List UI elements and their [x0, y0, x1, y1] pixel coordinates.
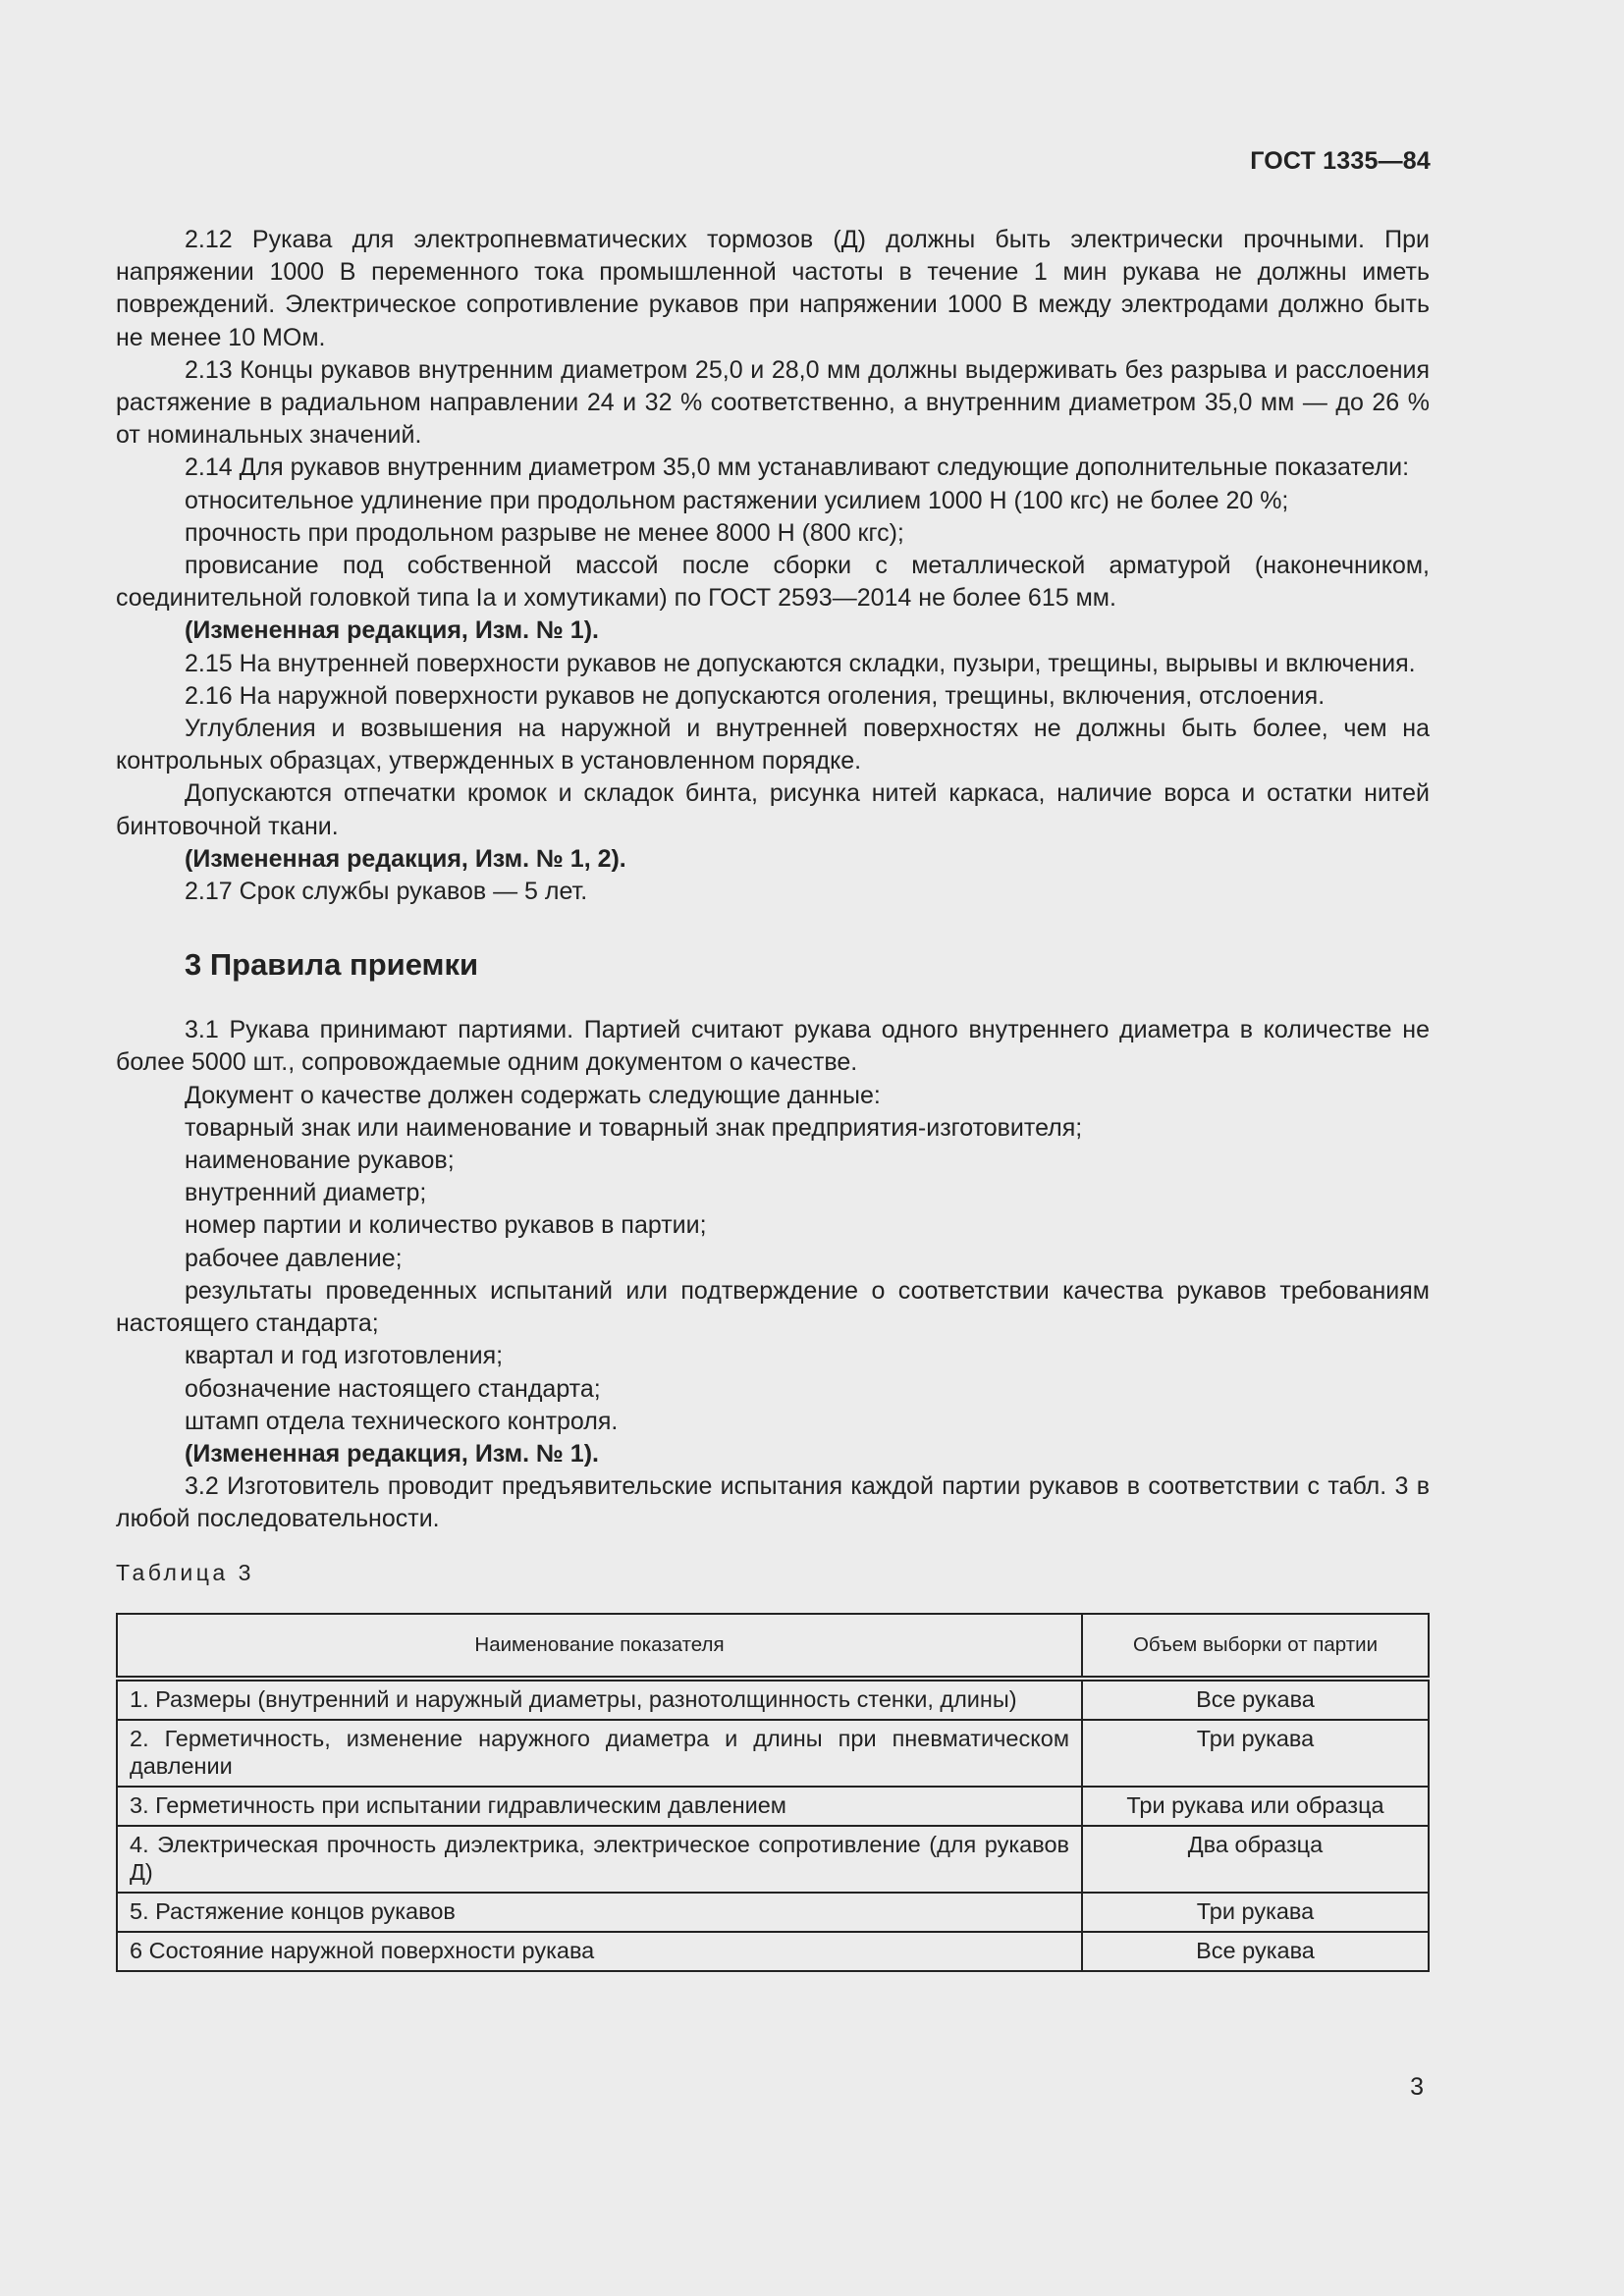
table-row	[117, 1893, 1429, 1932]
table-row	[117, 1720, 1429, 1787]
list-item: результаты проведенных испытаний или подтверждение о соответствии качества рукавов требованиям настоящего стандарта;	[116, 1276, 1430, 1338]
table-row	[117, 1826, 1429, 1893]
page-number: 3	[1410, 2073, 1424, 2101]
paragraph-imprints: Допускаются отпечатки кромок и складок бинта, рисунка нитей каркаса, наличие ворса и остатки нитей бинтовочной ткани.	[116, 779, 1430, 840]
table-3	[116, 1613, 1430, 1972]
paragraph-recesses: Углубления и возвышения на наружной и внутренней поверхностях не должны быть более, чем на контрольных образцах, утвержденных в установленном порядке.	[116, 715, 1430, 775]
paragraph-2-17: 2.17 Срок службы рукавов — 5 лет.	[185, 878, 588, 906]
paragraph-2-12: 2.12 Рукава для электропневматических тормозов (Д) должны быть электрически прочными. При напряжении 1000 В переменного тока промышленной частоты в течение 1 мин рукава не должны иметь повреждений. Электрическое сопротивление рукавов при напряжении 1000 В между электродами должно быть не менее 10 МОм.	[116, 226, 1430, 351]
list-item: номер партии и количество рукавов в партии;	[185, 1211, 707, 1240]
table-cell-indicator: 1. Размеры (внутренний и наружный диаметры, разнотолщинность стенки, длины)	[117, 1679, 1082, 1720]
table-cell-sample: Два образца	[1082, 1826, 1429, 1893]
list-item: обозначение настоящего стандарта;	[185, 1374, 601, 1403]
paragraph-2-15: 2.15 На внутренней поверхности рукавов не допускаются складки, пузыри, трещины, вырывы и включения.	[185, 649, 1416, 677]
table-cell-sample: Три рукава	[1082, 1893, 1429, 1932]
document-header-id: ГОСТ 1335—84	[1250, 147, 1431, 175]
table-cell-indicator: 4. Электрическая прочность диэлектрика, электрическое сопротивление (для рукавов Д)	[117, 1826, 1082, 1893]
list-item-strength: прочность при продольном разрыве не менее 8000 Н (800 кгс);	[185, 518, 904, 547]
paragraph-2-16: 2.16 На наружной поверхности рукавов не допускаются оголения, трещины, включения, отслоения.	[185, 681, 1326, 710]
table-cell-sample: Все рукава	[1082, 1679, 1429, 1720]
list-item: квартал и год изготовления;	[185, 1342, 504, 1370]
list-item: рабочее давление;	[185, 1244, 403, 1272]
table-row	[117, 1679, 1429, 1720]
list-item-sag: провисание под собственной массой после сборки с металлической арматурой (наконечником, соединительной головкой типа Iа и хомутиками) по ГОСТ 2593—2014 не более 615 мм.	[116, 552, 1430, 613]
table-caption: Таблица 3	[116, 1559, 254, 1585]
table-row	[117, 1932, 1429, 1971]
list-item: наименование рукавов;	[185, 1147, 455, 1175]
table-cell-indicator: 6 Состояние наружной поверхности рукава	[117, 1932, 1082, 1971]
table-cell-sample: Все рукава	[1082, 1932, 1429, 1971]
paragraph-3-1: 3.1 Рукава принимают партиями. Партией считают рукава одного внутреннего диаметра в количестве не более 5000 шт., сопровождаемые одним документом о качестве.	[116, 1016, 1430, 1077]
amendment-note: (Измененная редакция, Изм. № 1).	[185, 1439, 599, 1468]
list-item: внутренний диаметр;	[185, 1179, 427, 1207]
paragraph-quality-doc: Документ о качестве должен содержать следующие данные:	[185, 1081, 881, 1109]
paragraph-2-14: 2.14 Для рукавов внутренним диаметром 35,0 мм устанавливают следующие дополнительные показатели:	[185, 454, 1410, 482]
paragraph-3-2: 3.2 Изготовитель проводит предъявительские испытания каждой партии рукавов в соответствии с табл. 3 в любой последовательности.	[116, 1472, 1430, 1533]
page-content	[116, 224, 1430, 1972]
amendment-note: (Измененная редакция, Изм. № 1, 2).	[185, 844, 626, 873]
table-cell-indicator: 2. Герметичность, изменение наружного диаметра и длины при пневматическом давлении	[117, 1720, 1082, 1787]
amendment-note: (Измененная редакция, Изм. № 1).	[185, 616, 599, 645]
table-cell-sample: Три рукава	[1082, 1720, 1429, 1787]
table-header-sample: Объем выборки от партии	[1082, 1614, 1429, 1679]
table-cell-indicator: 5. Растяжение концов рукавов	[117, 1893, 1082, 1932]
table-cell-indicator: 3. Герметичность при испытании гидравлическим давлением	[117, 1787, 1082, 1826]
table-cell-sample: Три рукава или образца	[1082, 1787, 1429, 1826]
table-header-row	[117, 1614, 1429, 1679]
paragraph-2-13: 2.13 Концы рукавов внутренним диаметром 25,0 и 28,0 мм должны выдерживать без разрыва и расслоения растяжение в радиальном направлении 24 и 32 % соответственно, а внутренним диаметром 35,0 мм — до 26 % от номинальных значений.	[116, 355, 1430, 450]
section-title: 3 Правила приемки	[185, 947, 479, 983]
list-item: штамп отдела технического контроля.	[185, 1407, 619, 1435]
table-row	[117, 1787, 1429, 1826]
list-item: товарный знак или наименование и товарный знак предприятия-изготовителя;	[185, 1113, 1083, 1142]
list-item-elongation: относительное удлинение при продольном растяжении усилием 1000 Н (100 кгс) не более 20 %;	[185, 486, 1289, 514]
table-header-indicator: Наименование показателя	[117, 1614, 1082, 1679]
